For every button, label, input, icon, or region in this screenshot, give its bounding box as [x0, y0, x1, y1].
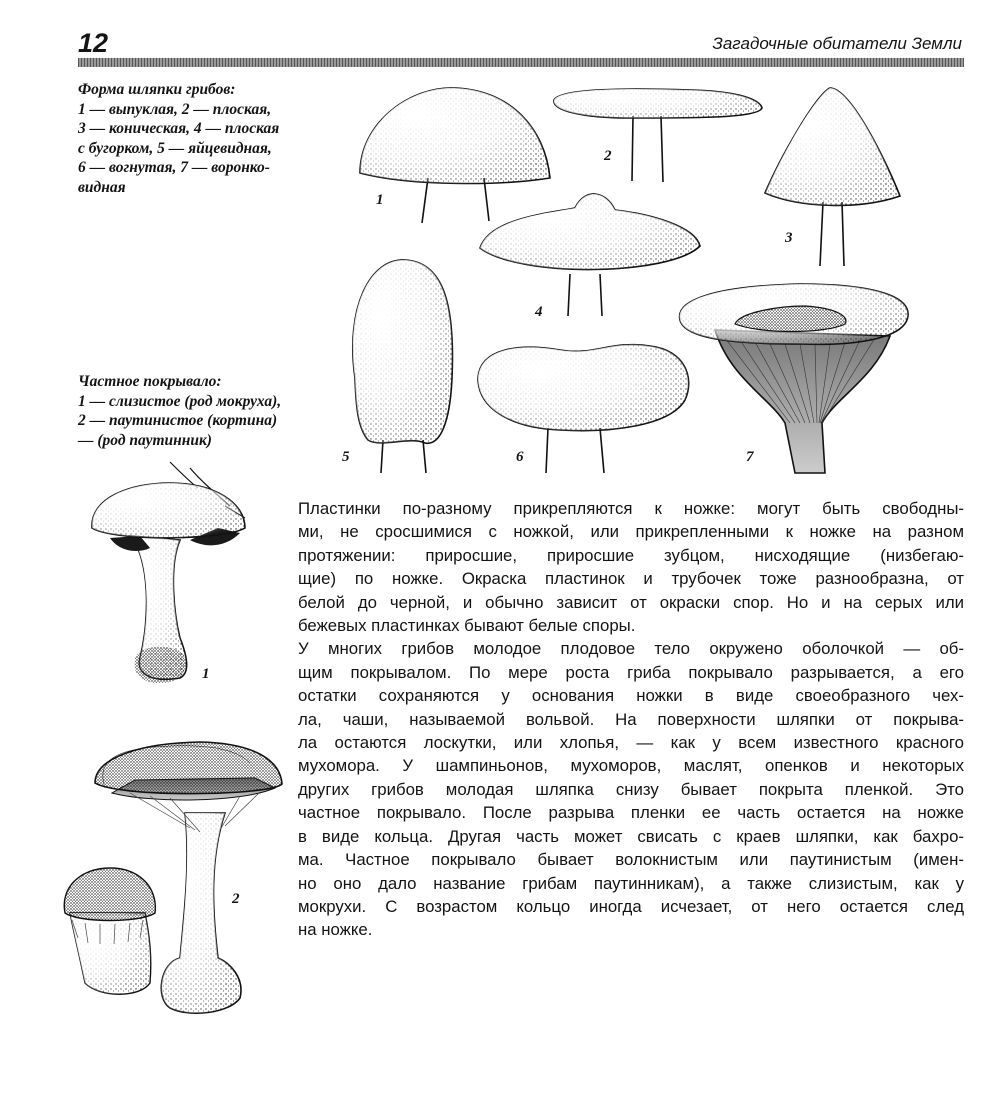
label-shape-4: 4	[535, 304, 543, 320]
text-line: Пластинки по-разному прикрепляются к ножке: могут быть свободны-	[298, 499, 964, 518]
caption-partial-veil	[78, 372, 318, 450]
page-number: 12	[78, 28, 109, 58]
text-line: белой до черной, и обычно зависит от окраски спор. Но и на серых или	[298, 592, 964, 612]
text-line: ла остаются лоскутки, или хлопья, — как у всем известного красного	[298, 733, 964, 753]
text-line: щим покрывалом. По мере роста гриба покрывало разрывается, а его	[298, 662, 964, 682]
cap-shape-funnel	[680, 284, 909, 473]
text-line: щие) по ножке. Окраска пластинок и трубочек тоже разнообразна, от	[298, 569, 964, 589]
veil-mushroom-cobweb	[64, 742, 282, 1013]
cap-shape-conical	[765, 88, 900, 266]
text-line: других грибов молодая шляпка снизу бывает покрыта пленкой. Это	[298, 779, 964, 799]
cap-shapes-illustration	[330, 78, 930, 478]
caption-line: 2 — паутинистое (кортина)	[78, 412, 278, 429]
figure-cap-shapes	[330, 78, 930, 478]
text-line: мухомора. У шампиньонов, мухоморов, маслят, опенков и некоторых	[298, 756, 964, 776]
caption-line: — (род паутинник)	[78, 431, 212, 449]
text-line: протяжении: приросшие, приросшие зубцом, нисходящие (низбегаю-	[298, 545, 964, 565]
page-header	[0, 0, 1000, 70]
partial-veil-illustration	[40, 458, 290, 1028]
cap-shape-umbo	[480, 194, 700, 320]
caption-line: 3 — коническая, 4 — плоская	[78, 120, 280, 137]
label-shape-6: 6	[516, 449, 524, 465]
caption-line: с бугорком, 5 — яйцевидная,	[78, 139, 272, 157]
text-line: но оно дало название грибам паутинникам), а также слизистым, как у	[298, 873, 964, 893]
caption-cap-shapes	[78, 80, 298, 197]
header-rule	[78, 58, 964, 67]
caption-line: Форма шляпки грибов:	[78, 81, 236, 98]
caption-line: Частное покрывало:	[78, 373, 222, 390]
label-veil-2: 2	[232, 891, 240, 907]
text-line: мокрухи. С возрастом кольцо иногда исчезает, от него остается след	[298, 896, 964, 916]
text-line: остатки сохраняются у основания ножки в виде своеобразного чех-	[298, 686, 964, 706]
text-line: ла, чаши, называемой вольвой. На поверхности шляпки от покрыва-	[298, 709, 964, 729]
text-line: бежевых пластинках бывают белые споры.	[298, 616, 636, 636]
caption-line: 1 — слизистое (род мокруха),	[78, 392, 282, 410]
label-shape-2: 2	[604, 148, 612, 164]
label-shape-1: 1	[376, 192, 384, 208]
cap-shape-concave	[478, 345, 689, 473]
text-line: частное покрывало. После разрыва пленки ее часть остается на ножке	[298, 803, 964, 823]
paragraph-veil	[298, 637, 964, 941]
label-shape-5: 5	[342, 449, 350, 465]
caption-line: видная	[78, 178, 126, 196]
figure-partial-veil	[40, 458, 290, 1028]
text-line: ма. Частное покрывало бывает волокнистым или паутинистым (имен-	[298, 850, 964, 870]
body-text	[298, 497, 964, 942]
cap-shape-convex	[360, 88, 550, 223]
text-line: на ножке.	[298, 920, 373, 940]
veil-mushroom-slimy	[92, 462, 245, 683]
label-shape-7: 7	[746, 449, 754, 465]
cap-shape-flat	[554, 89, 762, 182]
text-line: У многих грибов молодое плодовое тело окружено оболочкой — об-	[298, 639, 964, 659]
caption-line: 6 — вогнутая, 7 — воронко-	[78, 159, 270, 176]
label-shape-3: 3	[785, 230, 793, 246]
running-title: Загадочные обитатели Земли	[712, 34, 962, 53]
cap-shape-ovoid	[342, 260, 452, 473]
caption-line: 1 — выпуклая, 2 — плоская,	[78, 100, 272, 118]
text-line: ми, не сросшимися с ножкой, или прикрепленными к ножке на разном	[298, 522, 964, 542]
paragraph-gills	[298, 497, 964, 637]
text-line: в виде кольца. Другая часть может свисать с краев шляпки, как бахро-	[298, 826, 964, 846]
label-veil-1: 1	[202, 666, 210, 682]
